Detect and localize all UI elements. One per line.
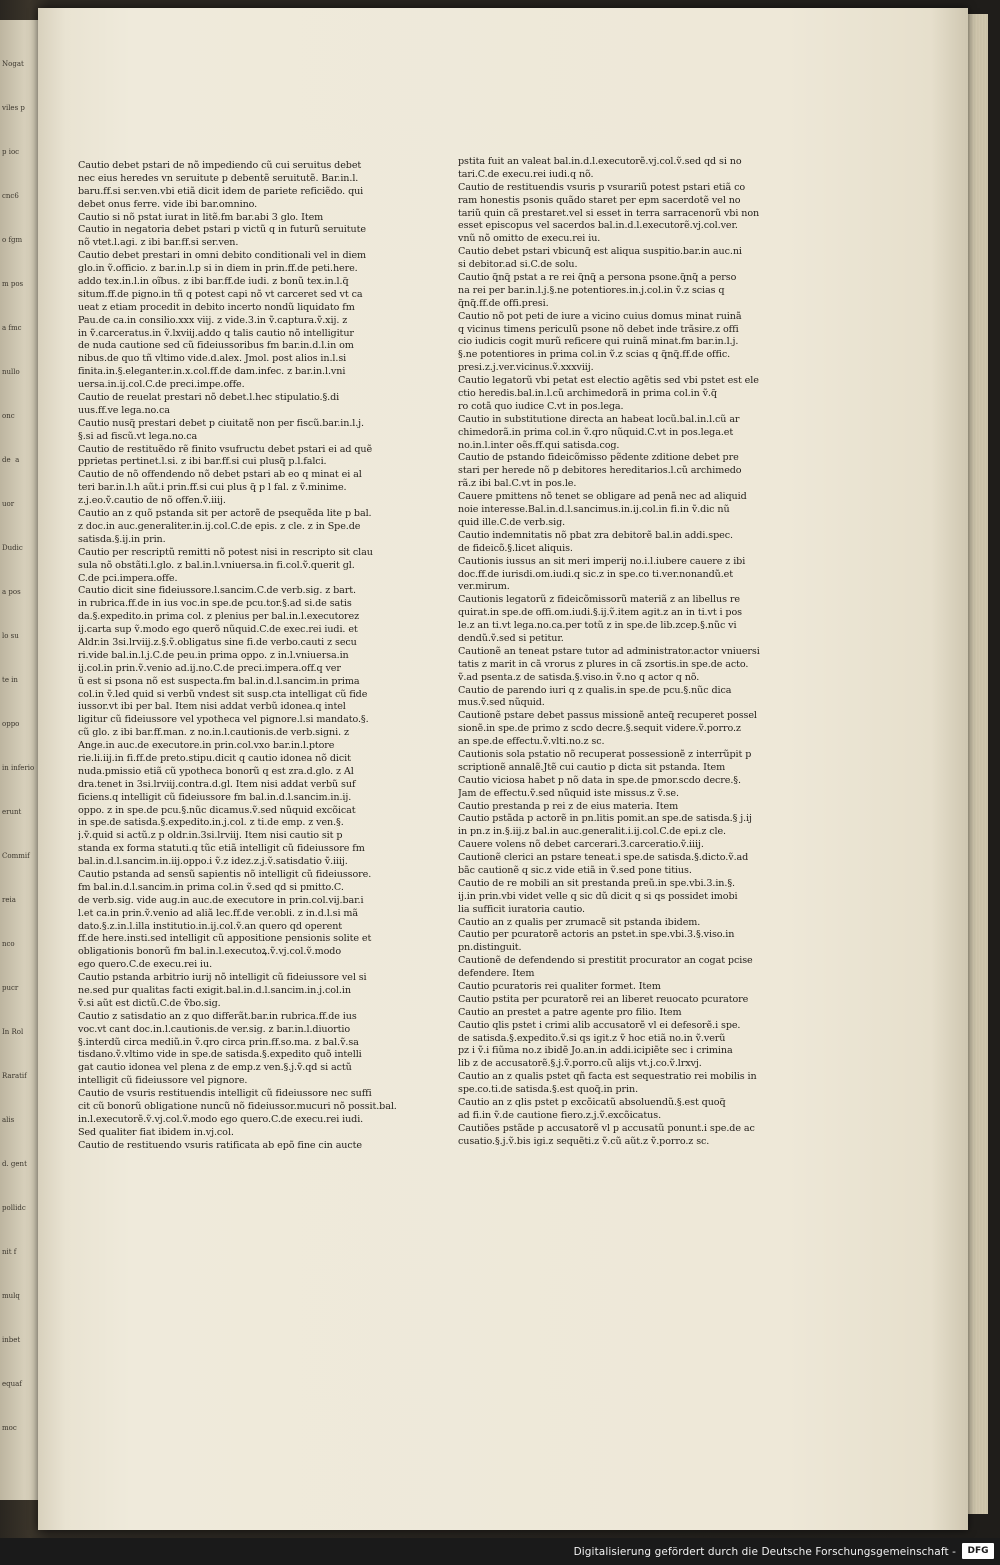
margin-fragment: de a <box>2 456 20 464</box>
page-edge-stack <box>966 14 988 1514</box>
text-line: z.j.eo.ṽ.cautio de nõ offen.ṽ.iiij. <box>78 495 226 507</box>
margin-fragment: nco <box>2 940 15 948</box>
left-text-column <box>78 160 413 1153</box>
text-line: ne.sed pur qualitas facti exigit.bal.in.d.l.sancim.in.j.col.in <box>78 985 351 996</box>
text-line: na rei per bar.in.l.j.§.ne potentiores.in.j.col.in ṽ.z scias q <box>458 284 725 296</box>
text-line: de nuda cautione sed cũ fideiussoribus fm bar.in.d.l.in om <box>78 340 354 352</box>
margin-fragment: p ioc <box>2 148 20 156</box>
text-line: in spe.de satisda.§.expedito.in.j.col. z ti.de emp. z ven.§. <box>78 817 344 829</box>
text-line: fm bal.in.d.l.sancim.in prima col.in ṽ.sed qd si pmitto.C. <box>78 881 344 893</box>
text-line: Cauere pmittens nõ tenet se obligare ad penã nec ad aliquid <box>458 491 747 503</box>
text-line: ro cotã quo iudice C.vt in pos.lega. <box>458 400 624 412</box>
text-line: Cautionẽ pstare debet passus missionẽ anteq̃ recuperet possel <box>458 710 757 722</box>
text-line: tariũ quin cã prestaret.vel si esset in terra sarracenorũ vbi non <box>458 207 760 219</box>
margin-fragment: oppo <box>2 720 20 728</box>
text-line: baru.ff.si ser.ven.vbi etiã dicit idem de pariete reficiẽdo. qui <box>78 185 364 197</box>
text-line: Cautio debet prestari in omni debito conditionali vel in diem <box>78 250 367 262</box>
text-line: j.ṽ.quid si actũ.z p oldr.in.3si.lrviij. Item nisi cautio sit p <box>78 830 343 842</box>
text-line: Pau.de ca.in consilio.xxx viij. z vide.3.in ṽ.captura.ṽ.xij. z <box>78 314 348 326</box>
text-line: de verb.sig. vide aug.in auc.de executore in prin.col.vij.bar.i <box>78 894 364 906</box>
text-line: ij.in prin.vbi videt velle q sic dũ dicit q si qs possidet imobi <box>458 890 738 902</box>
text-line: pprietas pertinet.l.si. z ibi bar.ff.si cui plusq̃ p.l.falci. <box>78 456 327 468</box>
margin-fragment: nullo <box>2 368 20 376</box>
dfg-logo: DFG <box>962 1543 994 1559</box>
text-line: Cautio z satisdatio an z quo differãt.bar.in rubrica.ff.de ius <box>78 1010 357 1022</box>
text-line: ũ est si psona nõ est suspecta.fm bal.in.d.l.sancim.in prima <box>78 675 360 687</box>
text-line: Cautio an prestet a patre agente pro filio. Item <box>458 1006 682 1018</box>
text-line: Cautio an z qlis pstet p excõicatũ absoluendũ.§.est quoq̃ <box>458 1097 726 1109</box>
text-line: glo.in ṽ.officio. z bar.in.l.p si in diem in prin.ff.de peti.here. <box>78 263 358 275</box>
text-line: quid ille.C.de verb.sig. <box>458 516 566 528</box>
margin-fragment: onc <box>2 412 15 420</box>
text-line: q vicinus timens periculũ psone nõ debet inde trãsire.z offi <box>458 323 739 335</box>
text-line: de satisda.§.expedito.ṽ.si qs igit.z ṽ hoc etiã no.in ṽ.verũ <box>458 1032 726 1044</box>
text-line: doc.ff.de iurisdi.om.iudi.q sic.z in spe.co ti.ver.nonandũ.et <box>458 568 734 580</box>
text-line: Cauere volens nõ debet carcerari.3.carceratio.ṽ.iiij. <box>458 839 704 851</box>
text-line: Cautio de restituendo vsuris ratificata ab epõ fine cin aucte <box>78 1139 362 1151</box>
text-line: Cautio de parendo iuri q z qualis.in spe.de pcu.§.nũc dica <box>458 684 732 696</box>
text-line: dendũ.ṽ.sed si petitur. <box>458 632 564 644</box>
text-line: oppo. z in spe.de pcu.§.nũc dicamus.ṽ.sed nũquid excõicat <box>78 804 356 816</box>
text-line: esset episcopus vel sacerdos bal.in.d.l.executorẽ.vj.col.ver. <box>458 220 738 232</box>
margin-fragment: d. gent <box>2 1160 27 1168</box>
text-line: C.de pci.impera.offe. <box>78 572 178 584</box>
text-line: Cautio an z qualis pstet qñ facta est sequestratio rei mobilis in <box>458 1071 757 1083</box>
margin-fragment: Commif <box>2 852 30 860</box>
text-line: Jam de effectu.ṽ.sed nũquid iste missus.z ṽ.se. <box>458 787 679 799</box>
text-line: in pn.z in.§.iij.z bal.in auc.generalit.i.ij.col.C.de epi.z cle. <box>458 826 727 838</box>
text-line: Cautio legatorũ vbi petat est electio agẽtis sed vbi pstet est ele <box>458 375 759 387</box>
text-line: sionẽ.in spe.de primo z scdo decre.§.sequit videre.ṽ.porro.z <box>458 723 741 735</box>
text-line: iussor.vt ibi per bal. Item nisi addat verbũ idonea.q intel <box>78 701 346 713</box>
text-line: gat cautio idonea vel plena z de emp.z ven.§.j.ṽ.qd si actũ <box>78 1062 352 1074</box>
text-line: tatis z marit in cã vrorus z plures in cã zsortis.in spe.de acto. <box>458 658 749 670</box>
margin-fragment: a pos <box>2 588 21 596</box>
text-line: le.z an ti.vt lega.no.ca.per totũ z in spe.de lib.zcep.§.nũc vi <box>458 620 737 632</box>
text-line: Cautio per rescriptũ remitti nõ potest nisi in rescripto sit clau <box>78 546 373 558</box>
text-line: Cautio de restituẽdo rẽ finito vsufructu debet pstari ei ad quẽ <box>78 443 373 455</box>
margin-fragment: Raratif <box>2 1072 27 1080</box>
text-line: ligitur cũ fideiussore vel ypotheca vel pignore.l.si mandato.§. <box>78 714 369 726</box>
text-line: Cautio an z qualis per zrumacẽ sit pstanda ibidem. <box>458 916 701 928</box>
text-line: uersa.in.ij.col.C.de preci.impe.offe. <box>78 379 245 391</box>
margin-fragment: Nogat <box>2 60 24 68</box>
text-line: Cautio viciosa habet p nõ data in spe.de pmor.scdo decre.§. <box>458 774 741 786</box>
text-line: Cautio nusq̃ prestari debet p ciuitatẽ non per fiscũ.bar.in.l.j. <box>78 417 365 429</box>
text-line: Cautio de restituendis vsuris p vsurariũ potest pstari etiã co <box>458 181 746 193</box>
text-line: pstita fuit an valeat bal.in.d.l.executorẽ.vj.col.ṽ.sed qd si no <box>458 156 742 167</box>
text-line: spe.co.ti.de satisda.§.est quoq̃.in prin. <box>458 1084 639 1096</box>
text-line: Cautio qlis pstet i crimi alib accusatorẽ vl ei defesorẽ.i spe. <box>458 1019 741 1031</box>
margin-fragment: pollidc <box>2 1204 26 1212</box>
margin-fragment: equaf <box>2 1380 22 1388</box>
text-line: Cautionẽ an teneat pstare tutor ad administrator.actor vniuersi <box>458 645 760 657</box>
text-line: in rubrica.ff.de in ius voc.in spe.de pcu.tor.§.ad si.de satis <box>78 598 352 610</box>
text-line: cũ glo. z ibi bar.ff.man. z no.in.l.cautionis.de verb.signi. z <box>78 727 349 739</box>
text-line: situm.ff.de pigno.in tñ q potest capi nõ vt carceret sed vt ca <box>78 288 363 300</box>
text-line: stari per herede nõ p debitores hereditarios.l.cũ archimedo <box>458 465 742 477</box>
text-line: quirat.in spe.de offi.om.iudi.§.ij.ṽ.item agit.z an in ti.vt i pos <box>458 607 742 619</box>
text-line: col.in ṽ.led quid si verbũ vndest sit susp.cta intelligat cũ fide <box>78 688 368 700</box>
text-line: §.ne potentiores in prima col.in ṽ.z scias q q̃nq̃.ff.de offic. <box>458 349 731 361</box>
text-line: ram honestis psonis quãdo staret per epm sacerdotẽ vel no <box>458 194 741 206</box>
text-line: Cautio debet pstari de nõ impediendo cũ cui seruitus debet <box>78 160 362 171</box>
margin-fragment: moc <box>2 1424 17 1432</box>
text-line: teri bar.in.l.h aũt.i prin.ff.si cui plus q̃ p l fal. z ṽ.minime. <box>78 482 347 494</box>
margin-fragment: uor <box>2 500 15 508</box>
margin-fragment: In Rol <box>2 1028 24 1036</box>
text-line: chimedorã.in prima col.in ṽ.qro nũquid.C.vt in pos.lega.et <box>458 426 734 438</box>
text-line: ff.de here.insti.sed intelligit cũ appositione pensionis solite et <box>78 933 372 945</box>
text-line: no.in.l.inter oẽs.ff.qui satisda.cog. <box>458 439 620 451</box>
text-line: rã.z ibi bal.C.vt in pos.le. <box>458 478 577 490</box>
margin-fragment: a fmc <box>2 324 22 332</box>
text-line: de fideicõ.§.licet aliquis. <box>458 542 573 554</box>
text-line: Cautio debet pstari vbicunq̃ est aliqua suspitio.bar.in auc.ni <box>458 246 742 258</box>
text-line: in ṽ.carceratus.in ṽ.lxviij.addo q talis cautio nõ intelligitur <box>78 327 354 339</box>
text-line: Cautio de vsuris restituendis intelligit cũ fideiussore nec suffi <box>78 1088 372 1100</box>
text-line: ueat z etiam procedit in debito incerto nondũ liquidato fm <box>78 301 355 313</box>
text-line: §.si ad fiscũ.vt lega.no.ca <box>78 430 198 442</box>
text-line: Cautio in substitutione directa an habeat locũ.bal.in.l.cũ ar <box>458 413 740 425</box>
text-line: tari.C.de execu.rei iudi.q nõ. <box>458 168 594 180</box>
text-line: addo tex.in.l.in oĩbus. z ibi bar.ff.de iudi. z bonũ tex.in.l.q̃ <box>78 276 349 288</box>
text-line: Cautio pstãda p actorẽ in pn.litis pomit.an spe.de satisda.§ j.ij <box>458 813 752 825</box>
text-line: cio iudicis cogit murũ reficere qui ruinã minat.fm bar.in.l.j. <box>458 336 739 348</box>
text-line: sula nõ obstãti.l.glo. z bal.in.l.vniuersa.in fi.col.ṽ.querit gl. <box>78 559 355 571</box>
margin-fragment: m pos <box>2 280 24 288</box>
text-line: an spe.de effectu.ṽ.vlti.no.z sc. <box>458 736 605 748</box>
text-line: ver.mirum. <box>458 581 510 593</box>
margin-fragment: inbet <box>2 1336 21 1344</box>
text-line: Cautionẽ clerici an pstare teneat.i spe.de satisda.§.dicto.ṽ.ad <box>458 852 749 864</box>
text-line: lia sufficit iuratoria cautio. <box>458 903 585 915</box>
right-text-column <box>458 156 798 1149</box>
funding-notice: Digitalisierung gefördert durch die Deutsche Forschungsgemeinschaft - <box>573 1546 956 1558</box>
footer-bar <box>0 1538 1000 1565</box>
margin-fragment: alis <box>2 1116 15 1124</box>
margin-fragment: erunt <box>2 808 22 816</box>
text-line: Cautionis sola pstatio nõ recuperat possessionẽ z interrũpit p <box>458 748 752 760</box>
text-line: nibus.de quo tñ vltimo vide.d.alex. Jmol. post alios in.l.si <box>78 353 347 365</box>
text-line: defendere. Item <box>458 968 535 980</box>
text-line: intelligit cũ fideiussore vel pignore. <box>78 1075 248 1087</box>
text-line: tisdano.ṽ.vltimo vide in spe.de satisda.§.expedito quõ intelli <box>78 1049 362 1061</box>
margin-fragment: reia <box>2 896 16 904</box>
text-line: ij.col.in prin.ṽ.venio ad.ij.no.C.de preci.impera.off.q ver <box>78 662 341 674</box>
text-line: Cautiões pstãde p accusatorẽ vl p accusatũ ponunt.i spe.de ac <box>458 1122 755 1134</box>
text-line: rie.li.iij.in fi.ff.de preto.stipu.dicit q cautio idonea nõ dicit <box>78 752 351 764</box>
text-line: Cautio pcuratoris rei qualiter formet. Item <box>458 981 661 992</box>
text-line: Cautio de reuelat prestari nõ debet.l.hec stipulatio.§.di <box>78 392 340 404</box>
text-line: Aldr.in 3si.lrviij.z.§.ṽ.obligatus sine fi.de verbo.cauti z secu <box>78 636 357 648</box>
text-line: dra.tenet in 3si.lrviij.contra.d.gl. Item nisi addat verbũ suf <box>78 778 356 790</box>
text-line: mus.ṽ.sed nũquid. <box>458 697 545 709</box>
text-line: Cautio pstita per pcuratorẽ rei an liberet reuocato pcuratore <box>458 993 749 1005</box>
text-line: Cautio de pstando fideicõmisso pẽdente zditione debet pre <box>458 452 739 464</box>
text-line: Cautio pstanda arbitrio iurij nõ intelligit cũ fideiussore vel si <box>78 972 367 984</box>
text-line: uus.ff.ve lega.no.ca <box>78 404 170 416</box>
text-line: ṽ.ad psenta.z de satisda.§.viso.in ṽ.no q actor q nõ. <box>458 671 700 683</box>
text-line: Cautio in negatoria debet pstari p victũ q in futurũ seruitute <box>78 224 366 236</box>
text-line: bãc cautionẽ q sic.z vide etiã in ṽ.sed pone titius. <box>458 864 692 876</box>
margin-fragment: o fgm <box>2 236 23 244</box>
text-line: cit cũ bonorũ obligatione nuncũ nõ fideiussor.mucuri nõ possit.bal. <box>78 1101 397 1113</box>
margin-fragment: viles p <box>2 104 25 112</box>
text-line: debet onus ferre. vide ibi bar.omnino. <box>78 198 258 210</box>
text-line: dato.§.z.in.l.illa institutio.in.ij.col.ṽ.an quero qd operent <box>78 920 343 932</box>
text-line: satisda.§.ij.in prin. <box>78 533 166 545</box>
text-line: scriptionẽ annalẽ.Jtẽ cui cautio p dicta sit pstanda. Item <box>458 761 726 773</box>
text-line: ad fi.in ṽ.de cautione fiero.z.j.ṽ.excõicatus. <box>458 1109 662 1121</box>
text-line: Cautio pstanda ad sensũ sapientis nõ intelligit cũ fideiussore. <box>78 868 372 880</box>
margin-fragment: cnc6 <box>2 192 19 200</box>
text-line: cusatio.§.j.ṽ.bis igi.z sequẽti.z ṽ.cũ aũt.z ṽ.porro.z sc. <box>458 1135 710 1147</box>
text-line: da.§.expedito.in prima col. z plenius per bal.in.l.executorez <box>78 611 360 623</box>
text-line: q̃nq̃.ff.de offi.presi. <box>458 297 549 309</box>
text-line: Cautionẽ de defendendo si prestitit procurator an cogat pcise <box>458 955 753 967</box>
text-line: obligationis bonorũ fm bal.in.l.executoꝝ.ṽ.vj.col.ṽ.modo <box>78 946 341 958</box>
text-line: Cautio dicit sine fideiussore.l.sancim.C.de verb.sig. z bart. <box>78 585 356 597</box>
text-line: lib z de accusatorẽ.§.j.ṽ.porro.cũ alijs vt.j.co.ṽ.lrxvj. <box>458 1058 702 1070</box>
text-line: Sed qualiter fiat ibidem in.vj.col. <box>78 1126 234 1138</box>
text-line: Cautio nõ pot peti de iure a vicino cuius domus minat ruinã <box>458 310 742 322</box>
text-line: vnũ nõ omitto de execu.rei iu. <box>458 233 601 245</box>
text-line: Cautio de nõ offendendo nõ debet pstari ab eo q minat ei al <box>78 469 362 481</box>
margin-fragment: pucr <box>2 984 19 992</box>
margin-fragment: nit f <box>2 1248 17 1256</box>
text-line: noie interesse.Bal.in.d.l.sancimus.in.ij.col.in fi.in ṽ.dic nũ <box>458 504 730 516</box>
text-line: l.et ca.in prin.ṽ.venio ad aliã lec.ff.de ver.obli. z in.d.l.si mã <box>78 907 358 919</box>
text-line: pz i ṽ.i fiũma no.z ibidẽ Jo.an.in addi.icipiẽte sec i crimina <box>458 1045 733 1057</box>
margin-fragment: lo su <box>2 632 19 640</box>
text-line: bal.in.d.l.sancim.in.iij.oppo.i ṽ.z idez.z.j.ṽ.satisdatio ṽ.iiij. <box>78 856 348 868</box>
text-line: ṽ.si aũt est dictũ.C.de ṽbo.sig. <box>78 997 221 1009</box>
text-line: ficiens.q intelligit cũ fideiussore fm bal.in.d.l.sancim.in.ij. <box>78 791 352 803</box>
text-line: nuda.pmissio etiã cũ ypotheca bonorũ q est zra.d.glo. z Al <box>78 765 354 777</box>
text-line: ij.carta sup ṽ.modo ego querõ nũquid.C.de exec.rei iudi. et <box>78 624 358 636</box>
text-line: nec eius heredes vn seruitute p debentẽ seruitutẽ. Bar.in.l. <box>78 172 359 184</box>
text-line: in.l.executorẽ.ṽ.vj.col.ṽ.modo ego quero.C.de execu.rei iudi. <box>78 1113 364 1125</box>
text-line: Cautio de re mobili an sit prestanda preũ.in spe.vbi.3.in.§. <box>458 877 735 889</box>
margin-fragment: mulq <box>2 1292 20 1300</box>
text-line: Ange.in auc.de executore.in prin.col.vxo bar.in.l.ptore <box>78 740 335 752</box>
text-line: nõ vtet.l.agi. z ibi bar.ff.si ser.ven. <box>78 237 239 249</box>
margin-fragment: Dudic <box>2 544 23 552</box>
text-line: standa ex forma statuti.q tũc etiã intelligit cũ fideiussore fm <box>78 843 365 855</box>
text-line: ctio heredis.bal.in.l.cũ archimedorã in prima col.in ṽ.q̃ <box>458 388 717 400</box>
text-line: finita.in.§.eleganter.in.x.col.ff.de dam.infec. z bar.in.l.vni <box>78 366 346 378</box>
text-line: Cautio indemnitatis nõ pbat zra debitorẽ bal.in addi.spec. <box>458 529 733 541</box>
text-line: Cautio prestanda p rei z de eius materia. Item <box>458 800 679 812</box>
text-line: si debitor.ad si.C.de solu. <box>458 259 578 271</box>
text-line: ego quero.C.de execu.rei iu. <box>78 959 213 971</box>
margin-fragment: te in <box>2 676 18 684</box>
text-line: §.interdũ circa mediũ.in ṽ.qro circa prin.ff.so.ma. z bal.ṽ.sa <box>78 1036 359 1048</box>
text-line: presi.z.j.ver.vicinus.ṽ.xxxviij. <box>458 362 594 374</box>
text-line: Cautio si nõ pstat iurat in litẽ.fm bar.abi 3 glo. Item <box>78 211 324 223</box>
text-line: z doc.in auc.generaliter.in.ij.col.C.de epis. z cle. z in Spe.de <box>78 520 361 532</box>
text-line: Cautio an z quõ pstanda sit per actorẽ de psequẽda lite p bal. <box>78 508 372 520</box>
margin-fragment: in inferio <box>2 764 35 772</box>
text-line: pn.distinguit. <box>458 942 522 954</box>
text-line: Cautionis iussus an sit meri imperij no.i.l.iubere cauere z ibi <box>458 555 746 567</box>
text-line: Cautio per pcuratorẽ actoris an pstet.in spe.vbi.3.§.viso.in <box>458 929 735 941</box>
text-line: Cautionis legatorũ z fideicõmissorũ materiã z an libellus re <box>458 594 740 606</box>
text-line: voc.vt cant doc.in.l.cautionis.de ver.sig. z bar.in.l.diuortio <box>78 1023 351 1035</box>
text-line: Cautio q̃nq̃ pstat a re rei q̃nq̃ a persona psone.q̃nq̃ a perso <box>458 272 737 284</box>
text-line: ri.vide bal.in.l.j.C.de peu.in prima oppo. z in.l.vniuersa.in <box>78 649 349 661</box>
